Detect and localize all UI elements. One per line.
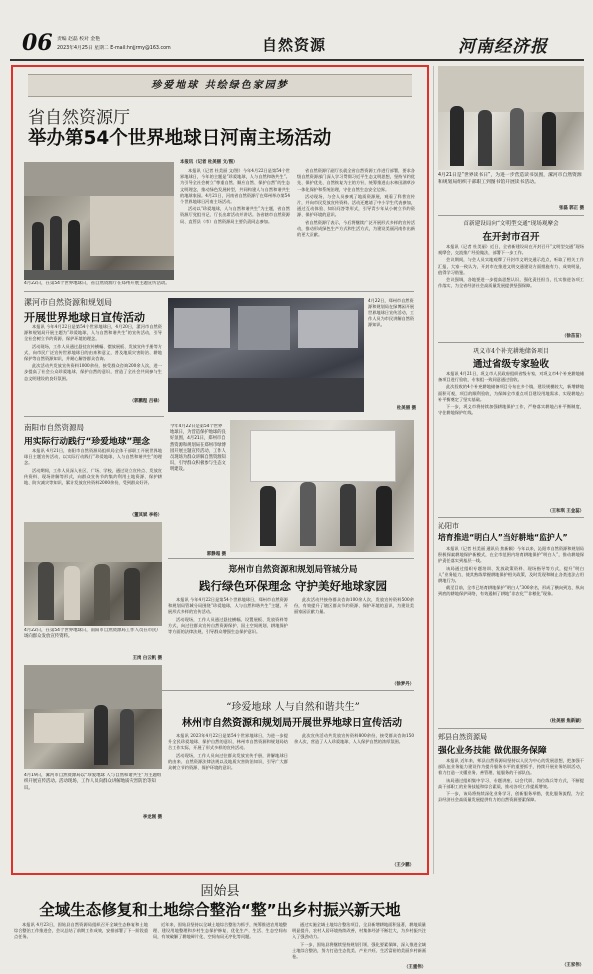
right-a1-paragraph: 会议期间，与会人员实地观摩了开封市文明交通示范点，听取了相关工作汇报，大家一致认为，开封市在推进文明交通建设方面措施有力、成效明显，值得学习借鉴。: [438, 257, 584, 275]
linzhou-body-col2: [294, 733, 414, 861]
right-a1-paragraph: 本报讯（记者 杜美丽）近日，全省新建设局在开封召开“文明型交通”现场观摩会，交流推广经验做法，部署下一步工作。: [438, 244, 584, 256]
lead-photo-caption: 4月22日，在第54个世界地球日，省自然资源厅在郑州开展主题宣传活动。: [24, 281, 170, 286]
right-a1-byline: （徐苗苗）: [562, 334, 584, 339]
bottom-kicker: 固始县: [200, 884, 240, 899]
zhengzhou-paragraph: 本报讯 今年4月22日是第54个世界地球日，郑州市自然资源和规划局管城分局围绕“珍爱地球，人与自然和谐共生”主题，开展形式多样的宣传活动。: [168, 597, 288, 615]
right-a1-headline: 在开封市召开: [482, 232, 540, 243]
lead-body-col1: [180, 168, 290, 286]
lead-paragraph: 活动以“珍爱地球，人与自然和谐共生”为主题，省自然资源厅党组书记、厅长出席活动并讲话。各省辖市自然资源局、直管县（市）自然资源局主要负责同志参加。: [180, 206, 290, 224]
zhengzhou-expo-photo: [168, 298, 364, 412]
bottom-paragraph: 通过实施全域土地综合整治项目，全县新增耕地面积显著，耕地质量明显提升，农村人居环境持续改善，村集体经济不断壮大，为乡村振兴注入了强劲动力。: [292, 922, 426, 940]
nanyang-photo-credit: 王岗 白云帆 摄: [132, 656, 162, 661]
zhengzhou-body-col2: [294, 597, 414, 681]
nanyang-org: 南阳市自然资源局: [24, 423, 84, 432]
lead-kicker: 省自然资源厅: [28, 108, 130, 128]
date-line: 2023年4月25日 星期二 E-mail:hnjjrmy@163.com: [57, 46, 171, 51]
luohe-photo-caption: 4月19日，漯河市自然资源局以“珍爱地球 人与自然和谐共生”为主题组织开展宣传活动。活动现场，工作人员向群众讲解地质灾害防治等知识。: [24, 773, 162, 791]
right-a4-body: [438, 758, 584, 960]
right-a2-paragraph: 本报讯 4月21日，巩义市人民政府组织省级专家，对巩义市4个补充耕地储备项目进行验收，专家组一致同意通过验收。: [438, 371, 584, 383]
feature-banner-text: 珍爱地球 共绘绿色家园梦: [151, 80, 289, 91]
right-divider-1: [438, 215, 584, 216]
lead-paragraph: 省自然资源厅表示，今后将继续广泛开展形式多样的宣传活动，推动形成绿色生产方式和生活方式，为建设美丽河南作出新的更大贡献。: [297, 219, 415, 238]
right-top-caption: 4月21日是“世界读书日”，为进一步营造读书氛围，漯河市自然资源和规划局组织干部职工到图书馆开展读书活动。: [438, 173, 582, 185]
right-a4-headline: 强化业务技能 做优服务保障: [438, 746, 547, 756]
right-a1-body: [438, 244, 584, 332]
bottom-body-col1: [14, 922, 148, 970]
lead-headline: 举办第54个世界地球日河南主场活动: [28, 128, 332, 149]
nanyang-byline: （董其斌 李杨）: [129, 513, 162, 518]
middle-caption-credit: 郭静超 摄: [206, 552, 226, 557]
linzhou-paragraph: 活动现场，工作人员向过往群众发放宣传手册，讲解地球日的由来、自然资源法律法规以及地质灾害防治知识，引导广大群众树立节约资源、保护环境的意识。: [168, 752, 288, 771]
right-a4-paragraph: 该局通过组织集中学习、专题讲座、以会代训、岗位练兵等方式，不断提高干部职工的业务技能和综合素质，推动各项工作提质增效。: [438, 777, 584, 789]
linzhou-body-col1: [168, 733, 288, 861]
right-a3-paragraph: 截至目前，全市已培育耕地保护“明白人”300余名，形成了横向到边、纵向到底的耕地保护网络，有效遏制了耕地“非农化”“非粮化”现象。: [438, 585, 584, 597]
right-a3-kicker: 沁阳市: [438, 522, 459, 530]
luohe-paragraph: 活动现场，工作人员通过悬挂宣传横幅、摆放展板、发放宣传手册等方式，向市民广泛宣传世界地球日的由来和意义，普及地质灾害防治、耕地保护等自然资源知识，并耐心解答群众咨询。: [24, 343, 162, 362]
right-a2-paragraph: 下一步，巩义市将持续加强耕地保护工作，严格落实耕地占补平衡制度，守住耕地保护红线。: [438, 404, 584, 416]
nanyang-headline: 用实际行动践行“珍爱地球”理念: [24, 437, 150, 447]
luohe-org: 漯河市自然资源和规划局: [24, 298, 112, 307]
lead-byline: 本报讯（记者 杜美丽 文/图）: [180, 160, 238, 165]
right-a2-paragraph: 此次验收的4个补充耕地储备项目分布在多个镇，建设规模较大，新增耕地面积可观，项目的顺利验收，为保障全市重点项目建设用地需求、实现耕地占补平衡奠定了坚实基础。: [438, 384, 584, 402]
right-a2-body: [438, 371, 584, 507]
lead-body-col2: [297, 168, 415, 286]
lead-paragraph: 本报讯（记者 杜美丽 文/图）今年4月22日是第54个世界地球日，今年的主题是“珍爱地球，人与自然和谐共生”。为引导全社会树立“尊重自然、顺应自然、保护自然”的生态文明理念，推动绿色发展转型，共同构建人与自然和谐共生的地球家园。4月21日，河南省自然资源厅在郑州举办第54个世界地球日河南主场活动。: [180, 168, 290, 205]
nanyang-photo-caption: 4月22日，在第54个世界地球日，南阳市自然资源局工作人员在市民广场向群众发放宣传资料。: [24, 628, 161, 640]
right-a3-byline: （杜美丽 焦新颖）: [547, 719, 584, 724]
zhengzhou-expo-credit: 杜美丽 摄: [396, 406, 416, 411]
bottom-paragraph: 下一步，固始县将继续坚持规划引领，强化要素保障，深入推进全域土地综合整治，努力打造生态优美、产业兴旺、生活富裕的美丽乡村新画卷。: [292, 941, 426, 960]
bottom-headline: 全域生态修复和土地综合整治“整”出乡村振兴新天地: [39, 901, 401, 919]
middle-photo: [230, 420, 414, 552]
right-a4-paragraph: 下一步，该局将持续深化业务学习，创新服务举措，优化服务流程，为全县经济社会高质量发展提供有力的自然资源要素保障。: [438, 791, 584, 803]
linzhou-paragraph: 本报讯 2023年4月22日是第54个世界地球日，为进一步提升全民珍爱地球、保护自然的意识，林州市自然资源和规划局结合工作实际，开展了形式多样的宣传活动。: [168, 733, 288, 751]
right-top-photo: [438, 66, 584, 170]
linzhou-headline: 林州市自然资源和规划局开展世界地球日宣传活动: [182, 718, 402, 729]
right-a3-body: [438, 546, 584, 716]
linzhou-kicker: “珍爱地球 人与自然和谐共生”: [226, 702, 360, 713]
right-a1-kicker: 首新建设局向“文明型交通”现场观摩会: [463, 221, 559, 227]
right-top-credit: 张磊 郭正 摄: [558, 206, 584, 211]
page-number: 06: [22, 30, 53, 56]
lead-photo: [24, 162, 174, 280]
middle-caption: 今年4月22日是第54个世界地球日，为营造保护地球的良好氛围，4月21日，郑州市自然资源和规划局在郑州市绿博园开展主题宣传活动，工作人员现场为群众讲解自然资源知识，引导群众积极参与生态文明建设。: [170, 424, 226, 473]
bottom-paragraph: 本报讯 4月23日，固始县自然资源局组织召开全域生态修复和土地综合整治工作推进会，会议总结了前期工作成效，安排部署了下一阶段重点任务。: [14, 922, 148, 940]
linzhou-paragraph: 此次宣传活动共发放宣传资料800余份，接受群众咨询150余人次，营造了人人珍爱地球、人人保护自然的浓厚氛围。: [294, 733, 414, 745]
editor-line: 责编 赵磊 校对 金艳: [57, 37, 100, 42]
right-divider-2: [438, 342, 584, 343]
right-a3-paragraph: 该局通过组织专题培训、发放政策资料、现场指导等方式，提升“明白人”业务能力，使其熟练掌握耕地保护相关政策，及时发现和制止各类违法占用耕地行为。: [438, 565, 584, 584]
bottom-body-col2: [153, 922, 287, 970]
nanyang-paragraph: 活动期间，工作人员深入社区、广场、学校，通过设立宣传点、发放宣传资料、现场讲解等形式，向群众宣传节约集约利用土地资源、保护耕地、防灾减灾等知识，累计发放宣传资料2000余份，受到群众好评。: [24, 467, 162, 486]
zhengzhou-paragraph: 此次活动共接待群众咨询100余人次，发放宣传资料500余份，有效提升了辖区群众节约资源、保护环境的意识，为建设美丽家园贡献力量。: [294, 597, 414, 615]
zhengzhou-headline: 践行绿色环保理念 守护美好地球家园: [198, 579, 387, 593]
zhengzhou-paragraph: 活动现场，工作人员通过悬挂横幅、设置展板、发放资料等方式，向过往群众宣传自然资源保护、国土空间规划、耕地保护等方面的法律法规，引导群众增强生态保护意识。: [168, 616, 288, 635]
nanyang-paragraph: 本报讯 4月21日，南阳市自然资源局组织局全体干部职工开展世界地球日主题宣传活动，以实际行动践行“珍爱地球，人与自然和谐共生”的理念。: [24, 448, 162, 466]
right-column-divider: [433, 66, 434, 874]
right-a4-byline: （王家伟）: [562, 963, 584, 968]
masthead-logo: 河南经济报: [458, 37, 548, 57]
luohe-headline: 开展世界地球日宣传活动: [24, 311, 145, 324]
luohe-body: [24, 324, 162, 398]
right-a3-headline: 培育推进“明白人”当好耕地“监护人”: [438, 533, 568, 542]
right-divider-3: [438, 517, 584, 518]
luohe-photo-credit: 李龙刚 摄: [142, 815, 162, 820]
lead-paragraph: 省自然资源厅副厅长就全省自然资源工作进行部署，要求各级自然资源部门深入学习贯彻习近平生态文明思想，坚持节约优先、保护优先、自然恢复为主的方针，统筹推进山水林田湖草沙一体化保护和系统治理，守住自然生态安全边界。: [297, 168, 415, 192]
zhengzhou-org: 郑州市自然资源和规划局管城分局: [228, 565, 358, 575]
right-divider-4: [438, 728, 584, 729]
nanyang-body: [24, 448, 162, 512]
zhengzhou-byline: （徐梦丹）: [392, 682, 414, 687]
bottom-paragraph: 近年来，固始县坚持以全域土地综合整治为抓手，统筹推进农用地整理、建设用地整理和乡村生态保护修复，优化生产、生活、生态空间布局，有效破解了耕地碎片化、空间布局无序化等问题。: [153, 922, 287, 940]
luohe-photo: [24, 665, 162, 769]
zhengzhou-body-col1: [168, 597, 288, 681]
zhengzhou-expo-caption: 4月22日，郑州市自然资源和规划局在绿博园开展世界地球日宣传活动，工作人员为市民讲解自然资源知识。: [368, 298, 415, 327]
feature-banner: [28, 74, 412, 97]
right-a3-paragraph: 本报讯（记者 杜美丽 通讯员 焦新颖）今年以来，沁阳市自然资源和规划局积极探索耕地保护新模式，在全市范围内培育耕地保护“明白人”，推动耕地保护责任落实到基层一线。: [438, 546, 584, 564]
right-a2-headline: 通过省级专家验收: [472, 359, 549, 370]
luohe-byline: （郭鹏程 吕禄）: [129, 399, 162, 404]
lead-divider: [24, 291, 414, 292]
bottom-body-col3: [292, 922, 426, 964]
luohe-paragraph: 此次活动共发放宣传资料1000余份，接受群众咨询200余人次，进一步提高了社会公众珍爱地球、保护自然的意识，营造了全社会共同参与生态文明建设的良好氛围。: [24, 363, 162, 381]
right-a1-paragraph: 会议强调，各地要进一步提高思想认识，强化责任担当，扎实推进各项工作落实，为全省经济社会高质量发展提供坚强保障。: [438, 277, 584, 289]
middle-divider: [168, 558, 414, 559]
linzhou-byline: （王少鹏）: [392, 863, 414, 868]
lead-paragraph: 活动现场，与会人员参观了地质资源展，观看了科普宣传片，并向市民发放宣传资料。活动还邀请了中小学生代表参加，通过互动体验、知识问答等形式，引导青少年从小树立节约资源、保护环境的意识。: [297, 193, 415, 218]
right-a4-paragraph: 本报讯 近年来，郏县自然资源局坚持以人民为中心的发展思想，把加强干部队伍业务能力建设作为提升服务水平的重要抓手，持续开展业务培训活动，着力打造一支懂业务、善管理、能服务的干部队伍。: [438, 758, 584, 776]
section-title: 自然资源: [262, 36, 327, 54]
page-header: [0, 0, 593, 60]
right-a2-byline: （王和琪 王金蕊）: [547, 509, 584, 514]
bottom-byline: （王重伟）: [404, 965, 426, 970]
nanyang-photo: [24, 522, 162, 626]
luohe-divider: [24, 416, 164, 417]
right-a2-kicker: 巩义市4个补充耕地储备项目: [473, 348, 549, 355]
header-rule: [10, 59, 584, 61]
luohe-paragraph: 本报讯 今年4月22日是第54个世界地球日，4月20日，漯河市自然资源和规划局开展主题为“珍爱地球，人与自然和谐共生”的宣传活动，引导全社会树立节约资源、保护环境的理念。: [24, 324, 162, 342]
right-a4-kicker: 郏县自然资源局: [438, 733, 487, 741]
